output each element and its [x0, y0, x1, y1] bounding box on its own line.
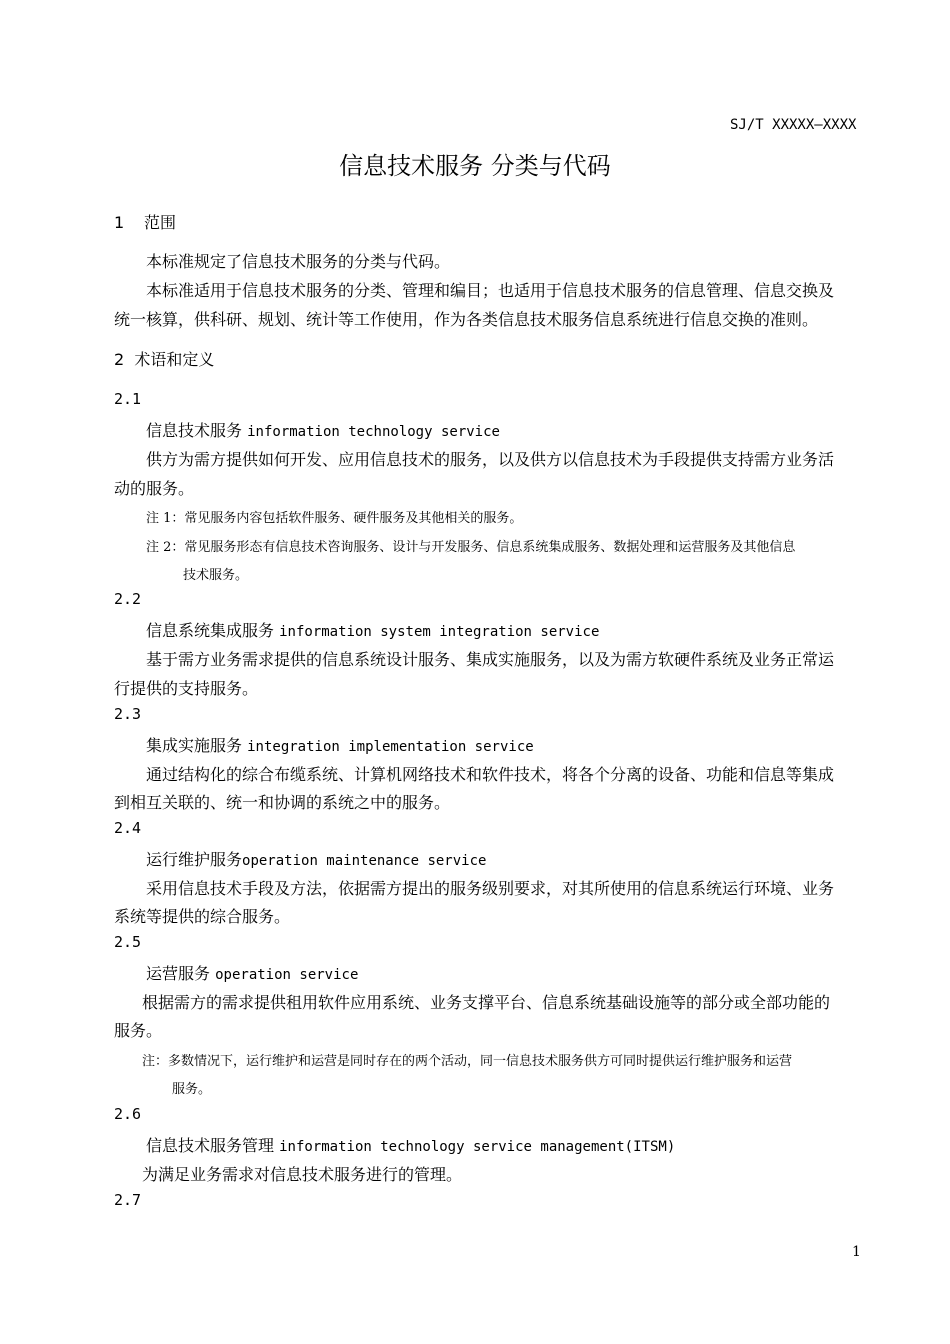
term-en: information system integration service	[279, 624, 600, 640]
term-note-1: 注 1：常见服务内容包括软件服务、硬件服务及其他相关的服务。	[146, 511, 523, 526]
term-note-2-line-1: 注 2：常见服务形态有信息技术咨询服务、设计与开发服务、信息系统集成服务、数据处理和运营服务及其他信息	[146, 540, 796, 555]
document-title: 信息技术服务 分类与代码	[339, 152, 611, 180]
term-zh: 信息技术服务管理	[146, 1136, 275, 1155]
term-title	[146, 733, 534, 756]
term-definition-line-1: 通过结构化的综合布缆系统、计算机网络技术和软件技术，将各个分离的设备、功能和信息等集成	[146, 765, 835, 784]
term-zh: 运行维护服务	[146, 850, 243, 869]
term-zh: 运营服务	[146, 964, 211, 983]
term-en: integration implementation service	[247, 739, 534, 755]
term-number: 2.5	[114, 933, 142, 951]
section-2-heading	[114, 347, 214, 370]
term-number: 2.3	[114, 705, 142, 723]
term-zh: 信息技术服务	[146, 421, 243, 440]
term-definition-line-2: 到相互关联的、统一和协调的系统之中的服务。	[114, 793, 451, 812]
term-title	[146, 618, 599, 641]
page-number: 1	[852, 1244, 861, 1260]
term-definition-line-2: 动的服务。	[114, 479, 195, 498]
term-number: 2.1	[114, 390, 142, 408]
term-number: 2.7	[114, 1191, 142, 1209]
section-1-heading	[114, 210, 176, 233]
term-definition-line-1: 基于需方业务需求提供的信息系统设计服务、集成实施服务，以及为需方软硬件系统及业务正常运	[146, 650, 835, 669]
scope-paragraph-2-line-1: 本标准适用于信息技术服务的分类、管理和编目；也适用于信息技术服务的信息管理、信息交换及	[146, 281, 835, 300]
scope-paragraph-2-line-2: 统一核算，供科研、规划、统计等工作使用，作为各类信息技术服务信息系统进行信息交换的准则。	[114, 310, 819, 329]
term-zh: 信息系统集成服务	[146, 621, 275, 640]
term-zh: 集成实施服务	[146, 736, 243, 755]
term-title	[146, 1133, 675, 1156]
term-title	[146, 847, 486, 870]
term-note-2-line-2: 技术服务。	[183, 568, 249, 583]
term-en: information technology service management(ITSM)	[279, 1139, 676, 1155]
term-note-line-1: 注：多数情况下，运行维护和运营是同时存在的两个活动，同一信息技术服务供方可同时提供运行维护服务和运营	[142, 1054, 793, 1069]
term-definition-line-2: 服务。	[114, 1021, 163, 1040]
term-definition-line-1: 供方为需方提供如何开发、应用信息技术的服务，以及供方以信息技术为手段提供支持需方业务活	[146, 450, 835, 469]
term-number: 2.2	[114, 590, 142, 608]
term-en: information technology service	[247, 424, 500, 440]
section-number: 1	[114, 213, 125, 232]
term-number: 2.4	[114, 819, 142, 837]
section-number: 2	[114, 350, 125, 369]
section-title: 术语和定义	[134, 350, 215, 369]
term-title	[146, 961, 358, 984]
standard-number: SJ/T XXXXX—XXXX	[730, 117, 857, 133]
section-title: 范围	[144, 213, 177, 232]
term-definition-line-1: 为满足业务需求对信息技术服务进行的管理。	[142, 1165, 463, 1184]
term-definition-line-2: 行提供的支持服务。	[114, 679, 259, 698]
term-en: operation service	[215, 967, 359, 983]
term-definition-line-1: 采用信息技术手段及方法，依据需方提出的服务级别要求，对其所使用的信息系统运行环境、业务	[146, 879, 835, 898]
term-definition-line-1: 根据需方的需求提供租用软件应用系统、业务支撑平台、信息系统基础设施等的部分或全部功能的	[142, 993, 831, 1012]
scope-paragraph-1: 本标准规定了信息技术服务的分类与代码。	[146, 252, 451, 271]
term-number: 2.6	[114, 1105, 142, 1123]
term-title	[146, 418, 500, 441]
term-note-line-2: 服务。	[172, 1082, 212, 1097]
term-definition-line-2: 系统等提供的综合服务。	[114, 907, 291, 926]
term-en: operation maintenance service	[242, 853, 487, 869]
